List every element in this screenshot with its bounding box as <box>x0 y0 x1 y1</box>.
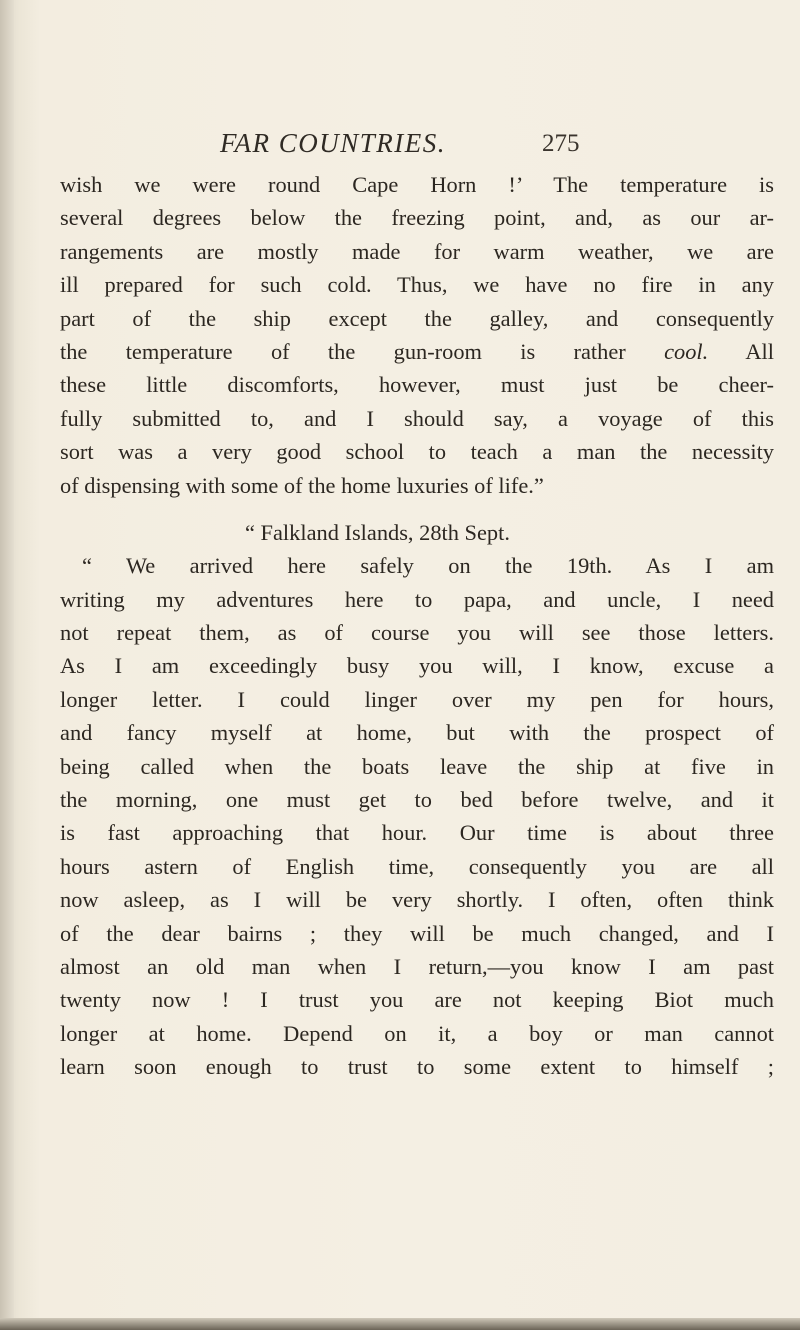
text-line: is fast approaching that hour. Our time is about three <box>60 820 774 846</box>
text-segment: the temperature of the gun-room is rather <box>60 338 626 364</box>
text-line: of dispensing with some of the home luxuries of life.” <box>60 472 544 498</box>
text-line: learn soon enough to trust to some extent to himself ; <box>60 1054 774 1080</box>
text-line: these little discomforts, however, must just be cheer- <box>60 372 774 398</box>
page-bottom-edge <box>0 1318 800 1330</box>
letter <box>60 516 774 1084</box>
text-line: hours astern of English time, consequently you are all <box>60 853 774 879</box>
text-line: As I am exceedingly busy you will, I know, excuse a <box>60 653 774 679</box>
paragraph-1 <box>60 168 774 502</box>
text-line: almost an old man when I return,—you know I am past <box>60 953 774 979</box>
page-gutter <box>0 0 14 1330</box>
text-line: longer letter. I could linger over my pen for hours, <box>60 686 774 712</box>
text-line: rangements are mostly made for warm weather, we are <box>60 238 774 264</box>
italic-word: cool. <box>664 338 709 364</box>
text-line: writing my adventures here to papa, and uncle, I need <box>60 586 774 612</box>
text-line: the morning, one must get to bed before twelve, and it <box>60 787 774 813</box>
text-line: not repeat them, as of course you will see those letters. <box>60 620 774 646</box>
paragraph-spacer <box>60 502 774 516</box>
body-text <box>60 168 774 1084</box>
running-head: FAR COUNTRIES. <box>220 128 447 158</box>
text-line <box>60 335 774 368</box>
text-line: wish we were round Cape Horn !’ The temperature is <box>60 172 774 197</box>
text-line: now asleep, as I will be very shortly. I often, often think <box>60 887 774 913</box>
letter-dateline: “ Falkland Islands, 28th Sept. <box>245 519 510 545</box>
text-line: several degrees below the freezing point, and, as our ar- <box>60 205 774 231</box>
text-line: ill prepared for such cold. Thus, we have no fire in any <box>60 272 774 298</box>
text-line: sort was a very good school to teach a man the necessity <box>60 439 774 465</box>
text-line: and fancy myself at home, but with the prospect of <box>60 720 774 746</box>
page-header <box>60 128 780 168</box>
text-segment: All <box>745 338 774 364</box>
text-line: fully submitted to, and I should say, a voyage of this <box>60 405 774 431</box>
text-line: longer at home. Depend on it, a boy or man cannot <box>60 1020 774 1046</box>
page-number: 275 <box>542 130 580 157</box>
text-line: part of the ship except the galley, and consequently <box>60 305 774 331</box>
text-line: “ We arrived here safely on the 19th. As I am <box>82 553 774 579</box>
text-line: being called when the boats leave the ship at five in <box>60 753 774 779</box>
text-line: twenty now ! I trust you are not keeping Biot much <box>60 987 774 1013</box>
text-line: of the dear bairns ; they will be much changed, and I <box>60 920 774 946</box>
